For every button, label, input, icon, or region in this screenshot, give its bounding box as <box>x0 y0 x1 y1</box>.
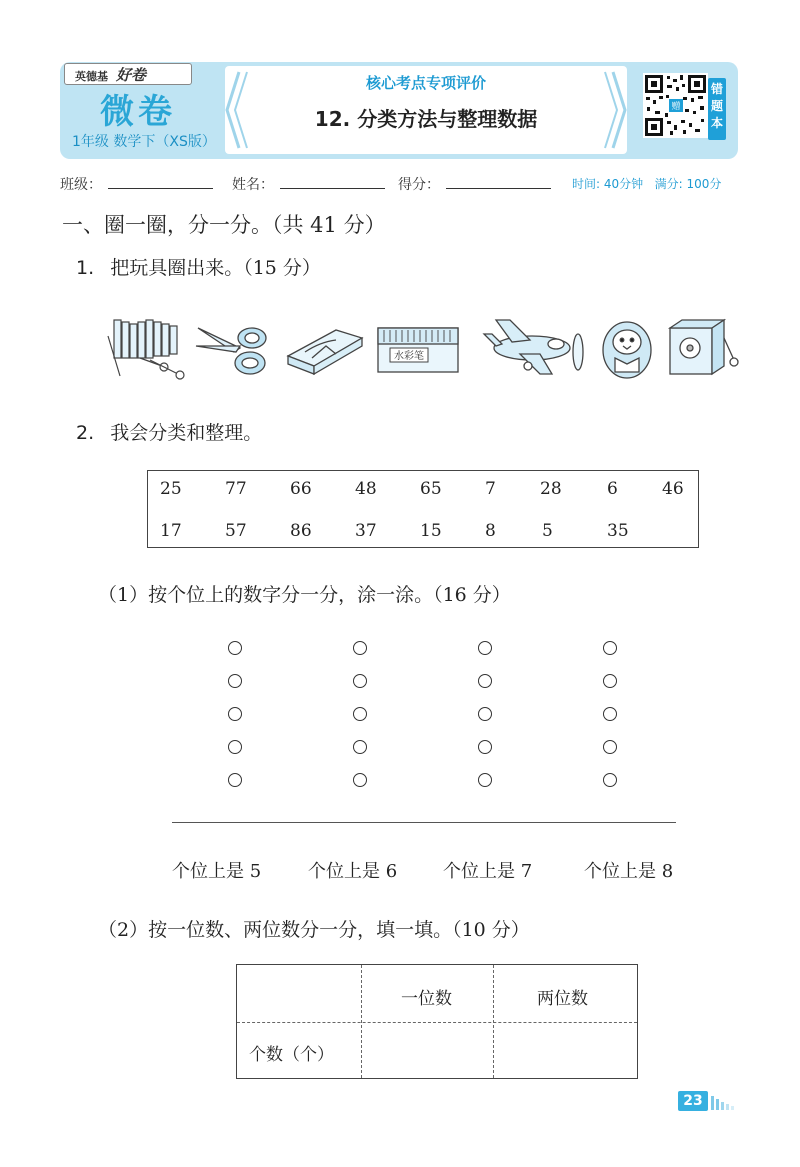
brand-mark: 好卷 <box>116 66 147 84</box>
score-blank[interactable] <box>446 174 551 189</box>
number-cell: 6 <box>607 479 618 499</box>
tally-circle[interactable] <box>603 773 617 787</box>
column-label-6: 个位上是 6 <box>308 861 398 882</box>
number-cell: 86 <box>290 521 312 541</box>
question-2 <box>76 418 262 445</box>
tally-circle[interactable] <box>353 707 367 721</box>
page-title: 12. 分类方法与整理数据 <box>314 107 538 131</box>
toy-plane-icon[interactable] <box>484 320 583 374</box>
tumbler-doll-icon[interactable] <box>603 322 651 378</box>
one-digit-count-input[interactable] <box>363 1024 491 1078</box>
score-label: 得分： <box>398 177 440 193</box>
number-box <box>147 470 699 548</box>
count-table <box>236 964 638 1079</box>
number-cell: 7 <box>485 479 496 499</box>
table-header-two-digit: 两位数 <box>537 989 588 1009</box>
qr-label: 赠 <box>671 102 681 112</box>
pencil-sharpener-icon[interactable] <box>670 320 738 374</box>
table-row-label: 个数（个） <box>249 1045 334 1065</box>
name-label: 姓名： <box>232 177 274 193</box>
section-title: 一、圈一圈，分一分。（共 41 分） <box>62 213 386 237</box>
column-label-7: 个位上是 7 <box>443 861 533 882</box>
table-header-one-digit: 一位数 <box>401 989 452 1009</box>
number-cell: 15 <box>420 521 442 541</box>
two-digit-count-input[interactable] <box>495 1024 637 1078</box>
qr-code-icon <box>643 73 708 138</box>
tally-circle[interactable] <box>603 674 617 688</box>
number-cell: 48 <box>355 479 377 499</box>
tally-circle[interactable] <box>228 707 242 721</box>
sub-question-2: （2）按一位数、两位数分一分，填一填。（10 分） <box>98 919 530 941</box>
number-cell: 25 <box>160 479 182 499</box>
tally-circle[interactable] <box>353 674 367 688</box>
brand-logo <box>64 63 192 85</box>
question-1-text: 把玩具圈出来。（15 分） <box>110 257 321 279</box>
question-2-text: 我会分类和整理。 <box>110 422 263 444</box>
pencil-case-icon[interactable] <box>288 330 362 374</box>
tally-circle[interactable] <box>228 674 242 688</box>
number-cell: 5 <box>542 521 553 541</box>
number-cell: 28 <box>540 479 562 499</box>
sub-question-1: （1）按个位上的数字分一分，涂一涂。（16 分） <box>98 584 511 606</box>
watercolor-pens-icon[interactable] <box>378 328 458 372</box>
brand-name: 英德基 <box>75 70 108 83</box>
page-number: 23 <box>678 1091 708 1111</box>
tally-circle[interactable] <box>478 740 492 754</box>
subtitle: 核心考点专项评价 <box>365 74 486 92</box>
class-label: 班级： <box>60 177 102 193</box>
column-label-8: 个位上是 8 <box>584 861 674 882</box>
tally-circle[interactable] <box>603 641 617 655</box>
wrong-book-badge: 错题本 <box>708 78 726 140</box>
score-field[interactable] <box>398 174 551 194</box>
tally-circle[interactable] <box>603 740 617 754</box>
grade-label: 1年级 数学下（XS版） <box>72 134 216 150</box>
column-label-5: 个位上是 5 <box>172 861 262 882</box>
number-cell: 8 <box>485 521 496 541</box>
series-title: 微卷 <box>100 92 176 132</box>
tally-circle[interactable] <box>353 773 367 787</box>
question-1 <box>76 253 321 280</box>
number-cell: 77 <box>225 479 247 499</box>
tally-circle[interactable] <box>478 674 492 688</box>
tally-circle[interactable] <box>228 641 242 655</box>
tally-circle[interactable] <box>478 641 492 655</box>
number-cell: 17 <box>160 521 182 541</box>
question-1-number: 1. <box>76 257 95 279</box>
class-blank[interactable] <box>108 174 213 189</box>
number-cell: 66 <box>290 479 312 499</box>
number-cell: 35 <box>607 521 629 541</box>
items-illustration-row <box>100 308 750 383</box>
page-bars-icon <box>711 1094 739 1110</box>
number-cell: 57 <box>225 521 247 541</box>
name-blank[interactable] <box>280 174 385 189</box>
tally-circle[interactable] <box>478 707 492 721</box>
tally-circle[interactable] <box>353 740 367 754</box>
number-cell: 46 <box>662 479 684 499</box>
number-cell: 65 <box>420 479 442 499</box>
class-field[interactable] <box>60 174 213 194</box>
time-info <box>572 175 721 192</box>
xylophone-icon[interactable] <box>108 320 184 379</box>
full-score: 满分: 100分 <box>654 177 722 191</box>
pen-box-label: 水彩笔 <box>394 351 424 362</box>
tally-circle[interactable] <box>603 707 617 721</box>
tally-circle[interactable] <box>353 641 367 655</box>
question-2-number: 2. <box>76 422 95 444</box>
scissors-icon[interactable] <box>196 328 266 374</box>
name-field[interactable] <box>232 174 385 194</box>
tally-circle[interactable] <box>228 740 242 754</box>
time-limit: 时间: 40分钟 <box>572 177 644 191</box>
tally-circle[interactable] <box>478 773 492 787</box>
baseline-divider <box>172 822 676 823</box>
number-cell: 37 <box>355 521 377 541</box>
tally-circle[interactable] <box>228 773 242 787</box>
